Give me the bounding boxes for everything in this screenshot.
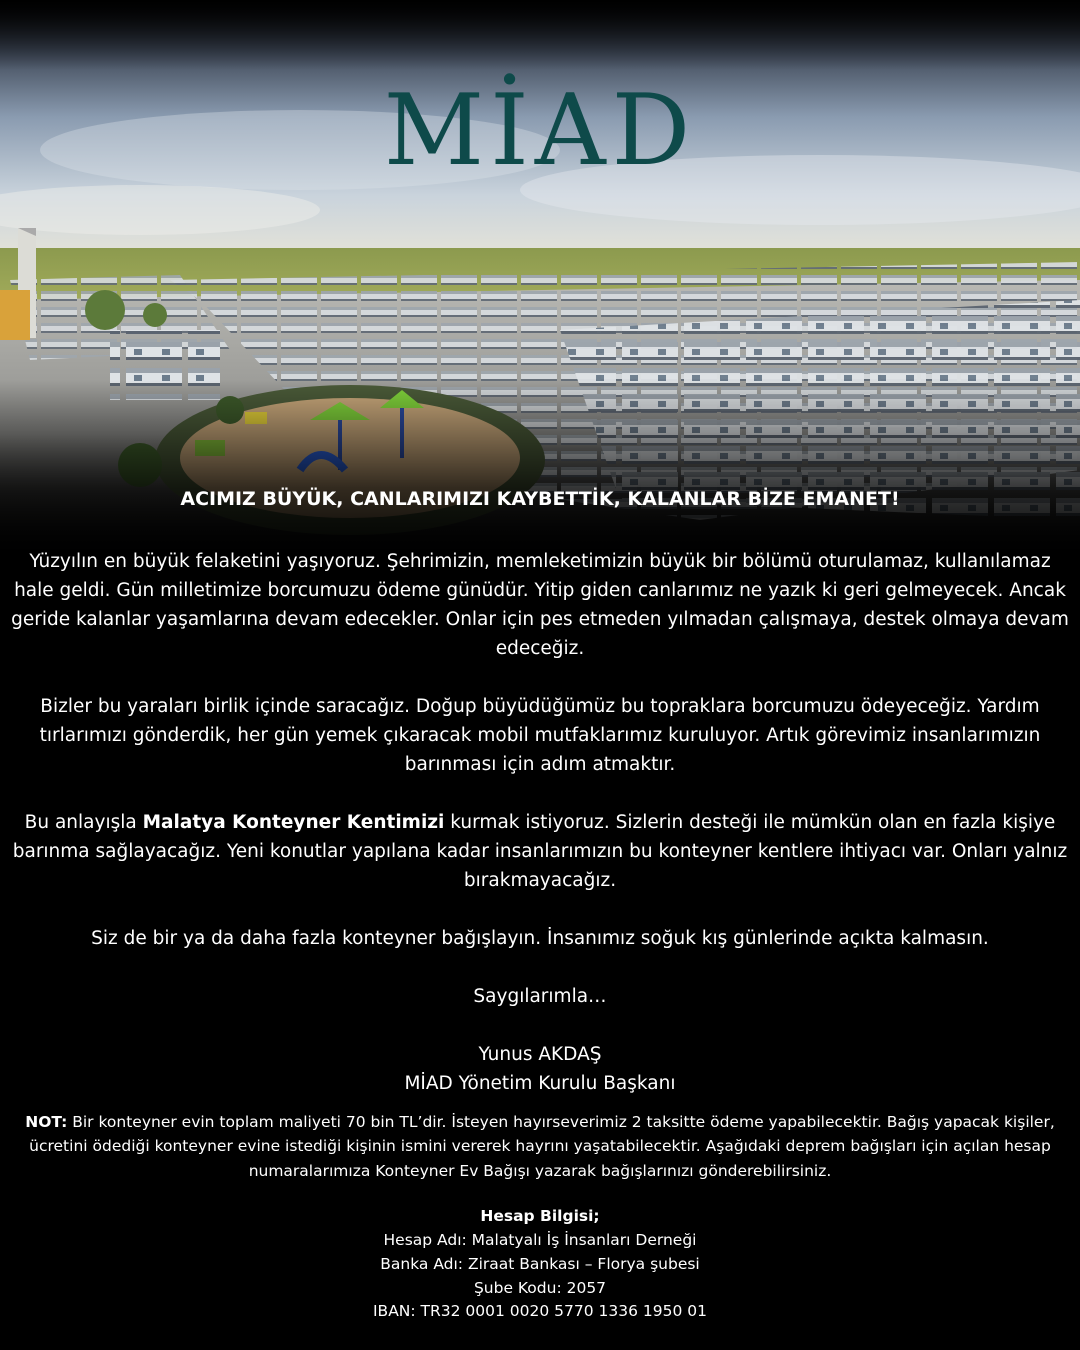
- note-text: Bir konteyner evin toplam maliyeti 70 bin TL’dir. İsteyen hayırseverimiz 2 taksitte ödeme yapabilecektir. Bağış yapacak kişiler, ücretini ödediği konteyner evine istediği kişinin ismini vererek hayrını yaşatabilecektir. Aşağıdaki deprem bağışları için açılan hesap numaralarımıza Konteyner Ev Bağışı yazarak bağışlarınızı gönderebilirsiniz.: [29, 1112, 1055, 1180]
- account-name: Hesap Adı: Malatyalı İş İnsanları Derneği: [383, 1231, 697, 1250]
- paragraph-3-highlight: Malatya Konteyner Kentimizi: [142, 811, 445, 833]
- paragraph-3-intro: Bu anlayışla: [24, 811, 143, 833]
- paragraph-3-rest: kurmak istiyoruz. Sizlerin desteği ile mümkün olan en fazla kişiye barınma sağlayacağız. Yeni konutlar yapılana kadar insanlarımızın bu konteyner kentlere ihtiyacı var. Onları yalnız bırakmayacağız.: [12, 811, 1068, 891]
- signature-title: MİAD Yönetim Kurulu Başkanı: [404, 1072, 676, 1094]
- signature: [8, 1040, 1072, 1098]
- paragraph-2: Bizler bu yaraları birlik içinde saracağız. Doğup büyüdüğümüz bu topraklara borcumuzu ödeyeceğiz. Yardım tırlarımızı gönderdik, her gün yemek çıkaracak mobil mutfaklarımız kuruluyor. Artık görevimiz insanlarımızın barınması için adım atmaktır.: [39, 695, 1041, 775]
- branch-code: Şube Kodu: 2057: [473, 1278, 607, 1297]
- headline: ACIMIZ BÜYÜK, CANLARIMIZI KAYBETTİK, KALANLAR BİZE EMANET!: [180, 488, 900, 510]
- paragraph-1: Yüzyılın en büyük felaketini yaşıyoruz. Şehrimizin, memleketimizin büyük bir bölümü oturulamaz, kullanılamaz hale geldi. Gün milletimize borcumuzu ödeme günüdür. Yitip giden canlarımız ne yazık ki geri gelmeyecek. Ancak geride kalanlar yaşamlarına devam edecekler. Onlar için pes etmeden yılmadan çalışmaya, destek olmaya devam edeceğiz.: [11, 550, 1069, 659]
- iban[interactable]: IBAN: TR32 0001 0020 5770 1336 1950 01: [372, 1302, 708, 1321]
- paragraph-3: [8, 808, 1072, 895]
- account-heading: Hesap Bilgisi;: [480, 1207, 600, 1226]
- appeal: Siz de bir ya da daha fazla konteyner bağışlayın. İnsanımız soğuk kış günlerinde açıkta kalmasın.: [91, 927, 989, 949]
- signature-name: Yunus AKDAŞ: [478, 1043, 602, 1065]
- letter-content: [0, 488, 1080, 1324]
- note: [8, 1110, 1072, 1184]
- closing: Saygılarımla…: [473, 985, 607, 1007]
- bank-name: Banka Adı: Ziraat Bankası – Florya şubesi: [380, 1254, 700, 1273]
- miad-logo: MİAD: [383, 74, 697, 188]
- note-label: NOT:: [25, 1112, 68, 1131]
- account-info: [0, 1205, 1080, 1324]
